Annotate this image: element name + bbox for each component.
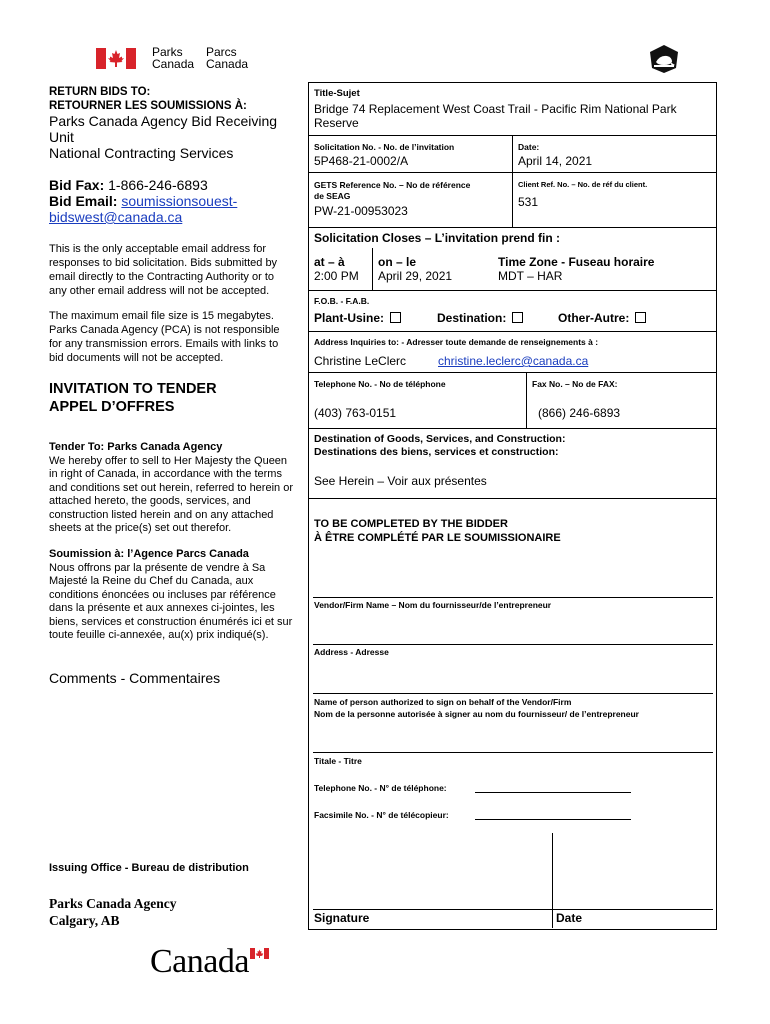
bidder-heading-fr: À ÊTRE COMPLÉTÉ PAR LE SOUMISSIONAIRE [314, 532, 561, 544]
on-label: on – le [378, 255, 417, 269]
comments-label: Comments - Commentaires [49, 670, 221, 686]
note1-line: responses to bid solicitation. Bids submitted by [49, 257, 278, 269]
note1-line: any other email address will not be accepted. [49, 285, 270, 297]
issuing-office-label: Issuing Office - Bureau de distribution [49, 862, 249, 874]
titale-label: Titale - Titre [314, 756, 362, 766]
tel-fill-label: Telephone No. - N° de téléphone: [314, 783, 447, 793]
address-label: Address - Adresse [314, 647, 389, 657]
note1-line: email directly to the Contracting Authority or to [49, 271, 274, 283]
bid-email-link-1[interactable]: soumissionsouest- [121, 193, 238, 209]
destination-label: Destination: [437, 311, 507, 325]
invitation-title-fr: APPEL D’OFFRES [49, 399, 175, 415]
signature-label: Signature [314, 911, 370, 925]
soumission-line: Nous offrons par la présente de vendre à Sa [49, 561, 266, 574]
title-label: Title-Sujet [314, 88, 360, 99]
bid-fax-value: 1-866-246-6893 [108, 177, 208, 193]
invitation-title-en: INVITATION TO TENDER [49, 381, 217, 397]
at-label: at – à [314, 255, 345, 269]
soumission-line: Majesté la Reine du Chef du Canada, aux [49, 575, 254, 587]
issuer-name: Parks Canada Agency [49, 896, 177, 911]
note2-line: The maximum email file size is 15 megabytes. [49, 310, 274, 322]
agency-line-3: National Contracting Services [49, 145, 234, 161]
contact-name: Christine LeClerc [314, 354, 407, 368]
tender-line: in right of Canada, in accordance with the terms [49, 468, 282, 480]
timezone-label: Time Zone - Fuseau horaire [498, 255, 655, 269]
plant-label: Plant-Usine: [314, 311, 385, 325]
agency-line-1: Parks Canada Agency Bid Receiving [49, 113, 278, 129]
date-sig-label: Date [556, 911, 583, 925]
dest-goods-label-2: Destinations des biens, services et construction: [314, 446, 559, 458]
title-line-2: Reserve [314, 116, 359, 130]
note1-line: This is the only acceptable email address for [49, 243, 267, 255]
authorized-label-1: Name of person authorized to sign on behalf of the Vendor/Firm [314, 697, 572, 707]
tender-line: sheets at the price(s) set out therefor. [49, 522, 232, 534]
parks-fr-1: Parcs [206, 45, 237, 59]
parks-en-1: Parks [152, 45, 183, 59]
canada-wordmark [150, 942, 275, 982]
parks-fr-2: Canada [206, 57, 249, 71]
plant-checkbox[interactable] [390, 312, 401, 323]
soumission-line: toute feuille ci-annexée, au(x) prix indiqué(s). [49, 629, 269, 641]
vendor-name-label: Vendor/Firm Name – Nom du fournisseur/de l’entrepreneur [314, 600, 552, 610]
canada-flag-icon [96, 48, 136, 69]
solicitation-label: Solicitation No. - No. de l’invitation [314, 142, 455, 152]
parks-en-2: Canada [152, 57, 195, 71]
at-value: 2:00 PM [314, 269, 359, 283]
fax-label: Fax No. – No de FAX: [532, 379, 618, 389]
soumission-line: dans la présente et aux annexes ci-jointes, les [49, 602, 275, 614]
fax-fill-line[interactable] [475, 819, 631, 820]
gets-label-1: GETS Reference No. – No de référence [314, 180, 471, 190]
solicitation-value: 5P468-21-0002/A [314, 154, 409, 168]
date-value: April 14, 2021 [518, 154, 593, 168]
date-label: Date: [518, 142, 540, 152]
fob-label: F.O.B. - F.A.B. [314, 296, 370, 306]
tel-fill-line[interactable] [475, 792, 631, 793]
soumission-to: Soumission à: l’Agence Parcs Canada [49, 548, 249, 560]
bid-email-link-2[interactable]: bidswest@canada.ca [49, 209, 183, 225]
tender-line: attached hereto, the goods, services, and [49, 495, 251, 507]
note2-line: for any transmission errors. Emails with links to [49, 338, 279, 350]
gets-value: PW-21-00953023 [314, 204, 408, 218]
bid-email-label: Bid Email: [49, 193, 118, 209]
parks-canada-signature [96, 46, 256, 72]
return-bids-fr: RETOURNER LES SOUMISSIONS À: [49, 100, 247, 112]
dest-goods-label-1: Destination of Goods, Services, and Construction: [314, 433, 566, 445]
fax-value: (866) 246-6893 [538, 406, 621, 420]
tender-line: construction listed herein and on any attached [49, 508, 274, 521]
bid-fax-label: Bid Fax: [49, 177, 105, 193]
phone-value: (403) 763-0151 [314, 406, 397, 420]
return-bids-en: RETURN BIDS TO: [49, 86, 151, 98]
on-value: April 29, 2021 [378, 269, 453, 283]
gets-label-2: de SEAG [314, 191, 351, 201]
issuer-city: Calgary, AB [49, 913, 120, 928]
canada-wordmark-text: Canada [150, 943, 249, 980]
other-label: Other-Autre: [558, 311, 630, 325]
title-line-1: Bridge 74 Replacement West Coast Trail - Pacific Rim National Park [314, 102, 677, 116]
dest-goods-value: See Herein – Voir aux présentes [314, 474, 487, 488]
agency-line-2: Unit [49, 129, 74, 145]
tender-line: and conditions set out herein, referred to herein or [49, 481, 293, 494]
beaver-logo-icon [648, 44, 680, 74]
contact-email-link[interactable]: christine.leclerc@canada.ca [438, 354, 589, 368]
note2-line: Parks Canada Agency (PCA) is not responsible [49, 324, 280, 336]
soumission-line: biens, services et construction énumérés ici et sur [49, 615, 293, 628]
tender-line: We hereby offer to sell to Her Majesty the Queen [49, 454, 288, 467]
client-ref-label: Client Ref. No. – No. de réf du client. [518, 180, 648, 189]
bidder-heading-en: TO BE COMPLETED BY THE BIDDER [314, 518, 508, 530]
client-ref-value: 531 [518, 195, 539, 209]
closes-label: Solicitation Closes – L’invitation prend fin : [314, 231, 561, 245]
note2-line: bid documents will not be accepted. [49, 352, 224, 364]
fax-fill-label: Facsimile No. - N° de télécopieur: [314, 810, 449, 820]
soumission-line: conditions énoncées ou incluses par référence [49, 588, 276, 601]
other-checkbox[interactable] [635, 312, 646, 323]
destination-checkbox[interactable] [512, 312, 523, 323]
wordmark-flag-icon [250, 948, 269, 959]
phone-label: Telephone No. - No de téléphone [314, 379, 446, 389]
timezone-value: MDT – HAR [498, 269, 563, 283]
authorized-label-2: Nom de la personne autorisée à signer au nom du fournisseur/ de l’entrepreneur [314, 709, 639, 719]
tender-to: Tender To: Parks Canada Agency [49, 441, 223, 453]
inquiries-label: Address Inquiries to: - Adresser toute demande de renseignements à : [314, 337, 599, 347]
